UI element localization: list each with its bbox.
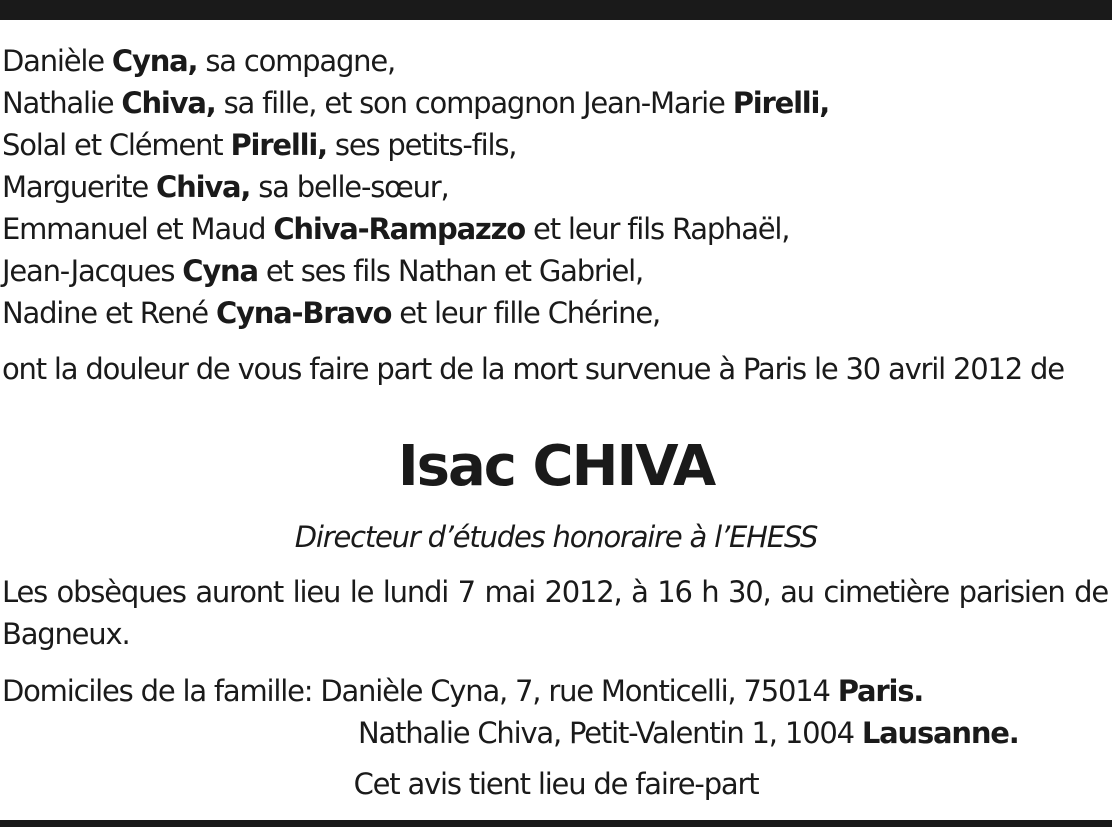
domiciles-block — [2, 670, 1108, 754]
family-line-text: Marguerite — [2, 170, 157, 204]
deceased-title: Directeur d’études honoraire à l’EHESS — [294, 520, 818, 554]
family-surname: Chiva, — [156, 170, 251, 204]
family-line-text: sa compagne, — [197, 44, 396, 78]
family-line — [2, 40, 1108, 82]
domicile-address: Nathalie Chiva, Petit-Valentin 1, 1004 — [358, 716, 862, 750]
family-line — [2, 124, 1108, 166]
family-line-text: et ses fils Nathan et Gabriel, — [257, 254, 644, 288]
family-line-text: et leur fille Chérine, — [391, 296, 660, 330]
family-surname: Chiva-Rampazzo — [273, 212, 526, 246]
family-line-text: Solal et Clément — [2, 128, 231, 162]
family-surname: Pirelli, — [732, 86, 830, 120]
family-line — [2, 292, 1108, 334]
family-surname: Cyna — [182, 254, 258, 288]
family-surname: Pirelli, — [230, 128, 327, 162]
family-surname: Cyna, — [111, 44, 198, 78]
domicile-city: Paris. — [837, 674, 924, 708]
family-surname: Chiva, — [121, 86, 216, 120]
domiciles-label: Domiciles de la famille: — [2, 674, 321, 708]
funeral-info: Les obsèques auront lieu le lundi 7 mai 2012, à 16 h 30, au cimetière parisien de Bagneux. — [2, 575, 1108, 651]
domicile-city: Lausanne. — [861, 716, 1019, 750]
deceased-name: Isac CHIVA — [397, 434, 715, 499]
domicile-line — [2, 670, 1108, 712]
family-list — [2, 40, 1108, 334]
closing-note: Cet avis tient lieu de faire-part — [353, 767, 759, 801]
family-line-text: Nadine et René — [2, 296, 216, 330]
family-line — [2, 82, 1108, 124]
family-line-text: Jean-Jacques — [2, 254, 183, 288]
domicile-line — [2, 712, 1108, 754]
family-line-text: sa fille, et son compagnon Jean-Marie — [215, 86, 733, 120]
family-line-text: et leur fils Raphaël, — [525, 212, 790, 246]
family-line — [2, 208, 1108, 250]
top-rule — [0, 0, 1112, 20]
bottom-rule — [0, 820, 1112, 827]
family-line-text: sa belle-sœur, — [250, 170, 449, 204]
family-line-text: ses petits-fils, — [326, 128, 517, 162]
domicile-address: Danièle Cyna, 7, rue Monticelli, 75014 — [320, 674, 838, 708]
family-line-text: Danièle — [2, 44, 112, 78]
family-line — [2, 250, 1108, 292]
family-line-text: Emmanuel et Maud — [2, 212, 274, 246]
family-line — [2, 166, 1108, 208]
announcement-text: ont la douleur de vous faire part de la mort survenue à Paris le 30 avril 2012 de — [2, 352, 1064, 386]
family-line-text: Nathalie — [2, 86, 122, 120]
family-surname: Cyna-Bravo — [215, 296, 392, 330]
